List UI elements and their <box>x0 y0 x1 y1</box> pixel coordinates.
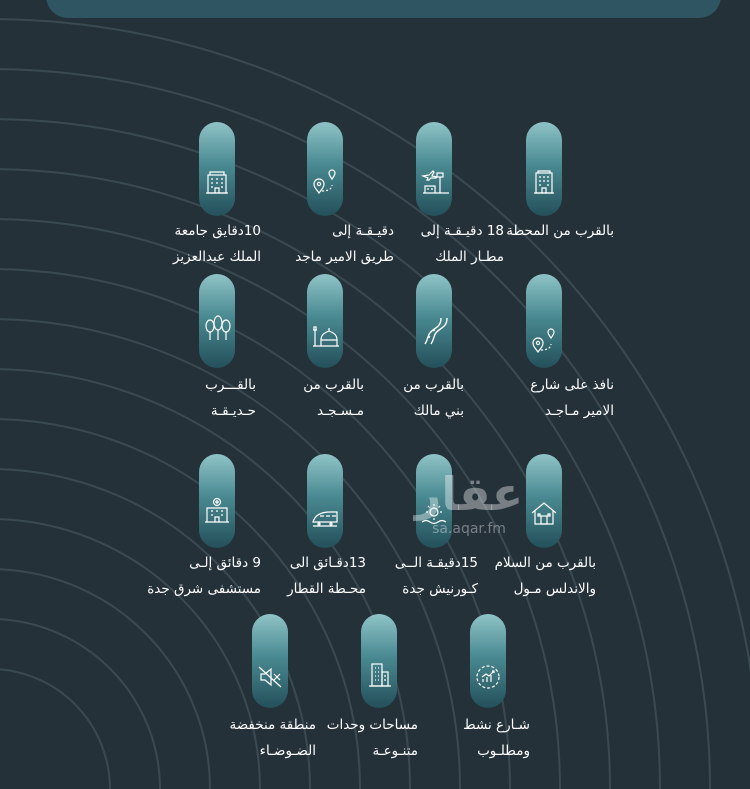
buildings-icon <box>364 660 394 690</box>
park-trees-icon <box>202 312 232 342</box>
feature-pill <box>361 614 397 708</box>
feature-pill <box>470 614 506 708</box>
mosque-icon <box>310 320 340 350</box>
feature-pill <box>199 454 235 548</box>
feature-caption: مساحات وحدات متنـوعـة <box>326 717 418 759</box>
feature-caption: بالقرب من مـسـجـد <box>303 377 364 419</box>
hospital-icon <box>202 496 232 526</box>
feature-pill <box>526 274 562 368</box>
feature-caption: 15دقيقـة الــى كـورنيش جدة <box>394 555 478 597</box>
feature-caption: 10دقايق جامعة الملك عبدالعزيز <box>172 223 261 265</box>
feature-caption: 13دقـائق الى محـطة القطار <box>287 555 366 597</box>
route-pin-icon <box>310 167 340 197</box>
feature-pill <box>199 122 235 216</box>
feature-pill <box>416 122 452 216</box>
university-building-icon <box>202 167 232 197</box>
route-pin-icon <box>529 326 559 356</box>
feature-pill <box>307 454 343 548</box>
watermark-url: sa.aqar.fm <box>432 521 506 537</box>
growth-chart-icon <box>473 662 503 692</box>
feature-caption: بالقرب من السلام والاندلس مـول <box>494 555 596 597</box>
feature-caption: نافذ على شارع الامير مـاجـد <box>530 377 614 419</box>
station-building-icon <box>529 167 559 197</box>
feature-pill <box>526 122 562 216</box>
feature-pill <box>416 274 452 368</box>
watermark-word: عقار <box>414 467 524 521</box>
feature-caption: منطقة منخفضة الضـوضـاء <box>229 717 316 759</box>
mute-speaker-icon <box>255 662 285 692</box>
feature-pill <box>307 122 343 216</box>
header-banner <box>46 0 721 18</box>
feature-pill <box>307 274 343 368</box>
feature-caption: بالقرب من المحطة <box>506 223 614 239</box>
feature-caption: بالقـــرب حـديـقـة <box>205 377 256 419</box>
feature-caption: دقيـقـة إلى طريق الامير ماجد <box>295 223 394 265</box>
feature-pill <box>252 614 288 708</box>
feature-caption: 9 دقائق إلـى مستشفى شرق جدة <box>147 555 261 597</box>
road-icon <box>419 316 449 346</box>
train-icon <box>310 502 340 532</box>
airport-icon <box>419 167 449 197</box>
feature-pill <box>199 274 235 368</box>
feature-caption: بالقرب من بني مالك <box>403 377 464 419</box>
watermark <box>404 468 534 558</box>
feature-caption: شـارع نشط ومطلـوب <box>463 717 530 759</box>
feature-caption: 18 دقيـقـة إلى مطـار الملك <box>420 223 504 265</box>
